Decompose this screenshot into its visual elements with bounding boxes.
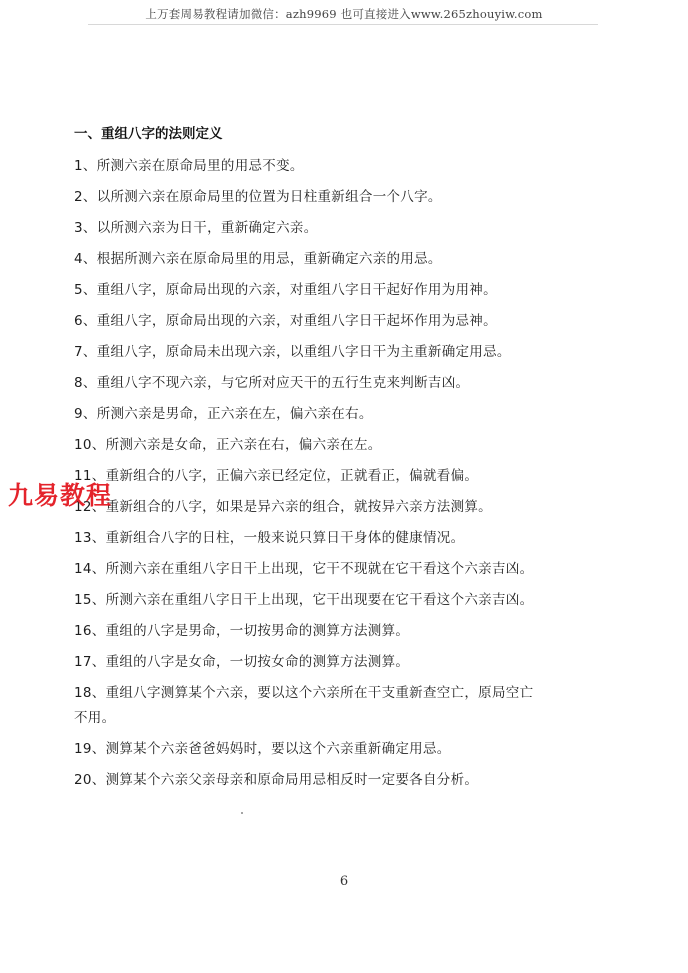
- list-item: 13、重新组合八字的日柱，一般来说只算日干身体的健康情况。: [74, 530, 465, 546]
- list-item: 12、重新组合的八字，如果是异六亲的组合，就按异六亲方法测算。: [74, 499, 492, 515]
- list-item: 17、重组的八字是女命，一切按女命的测算方法测算。: [74, 654, 410, 670]
- list-item: 1、所测六亲在原命局里的用忌不变。: [74, 158, 304, 174]
- list-item-line-1: 18、重组八字测算某个六亲，要以这个六亲所在干支重新查空亡，原局空亡: [74, 685, 534, 701]
- rule-list: [74, 151, 614, 796]
- watermark-logo: 九易教程: [8, 481, 113, 510]
- list-item: 6、重组八字，原命局出现的六亲，对重组八字日干起坏作用为忌神。: [74, 313, 497, 329]
- list-item: 16、重组的八字是男命，一切按男命的测算方法测算。: [74, 623, 410, 639]
- list-item: 19、测算某个六亲爸爸妈妈时，要以这个六亲重新确定用忌。: [74, 741, 451, 757]
- section-title: 一、重组八字的法则定义: [74, 126, 223, 142]
- list-item: 2、以所测六亲在原命局里的位置为日柱重新组合一个八字。: [74, 189, 442, 205]
- list-item: 10、所测六亲是女命，正六亲在右，偏六亲在左。: [74, 437, 382, 453]
- list-item: 3、以所测六亲为日干，重新确定六亲。: [74, 220, 318, 236]
- header-divider: [88, 24, 598, 25]
- list-item: 20、测算某个六亲父亲母亲和原命局用忌相反时一定要各自分析。: [74, 772, 479, 788]
- list-item: 5、重组八字，原命局出现的六亲，对重组八字日干起好作用为用神。: [74, 282, 497, 298]
- list-item: 14、所测六亲在重组八字日干上出现，它干不现就在它干看这个六亲吉凶。: [74, 561, 534, 577]
- list-item: 8、重组八字不现六亲，与它所对应天干的五行生克来判断吉凶。: [74, 375, 470, 391]
- list-item-wrapped: [74, 678, 614, 734]
- list-item: 11、重新组合的八字，正偏六亲已经定位，正就看正，偏就看偏。: [74, 468, 479, 484]
- list-item-line-2: 不用。: [74, 710, 116, 726]
- list-item: 4、根据所测六亲在原命局里的用忌，重新确定六亲的用忌。: [74, 251, 442, 267]
- list-item: 7、重组八字，原命局未出现六亲，以重组八字日干为主重新确定用忌。: [74, 344, 511, 360]
- page-number: 6: [339, 874, 349, 889]
- list-item: 15、所测六亲在重组八字日干上出现，它干出现要在它干看这个六亲吉凶。: [74, 592, 534, 608]
- scan-speck: [241, 812, 243, 814]
- header-ad-text: 上万套周易教程请加微信：azh9969 也可直接进入www.265zhouyiw.com: [145, 7, 543, 21]
- list-item: 9、所测六亲是男命，正六亲在左，偏六亲在右。: [74, 406, 373, 422]
